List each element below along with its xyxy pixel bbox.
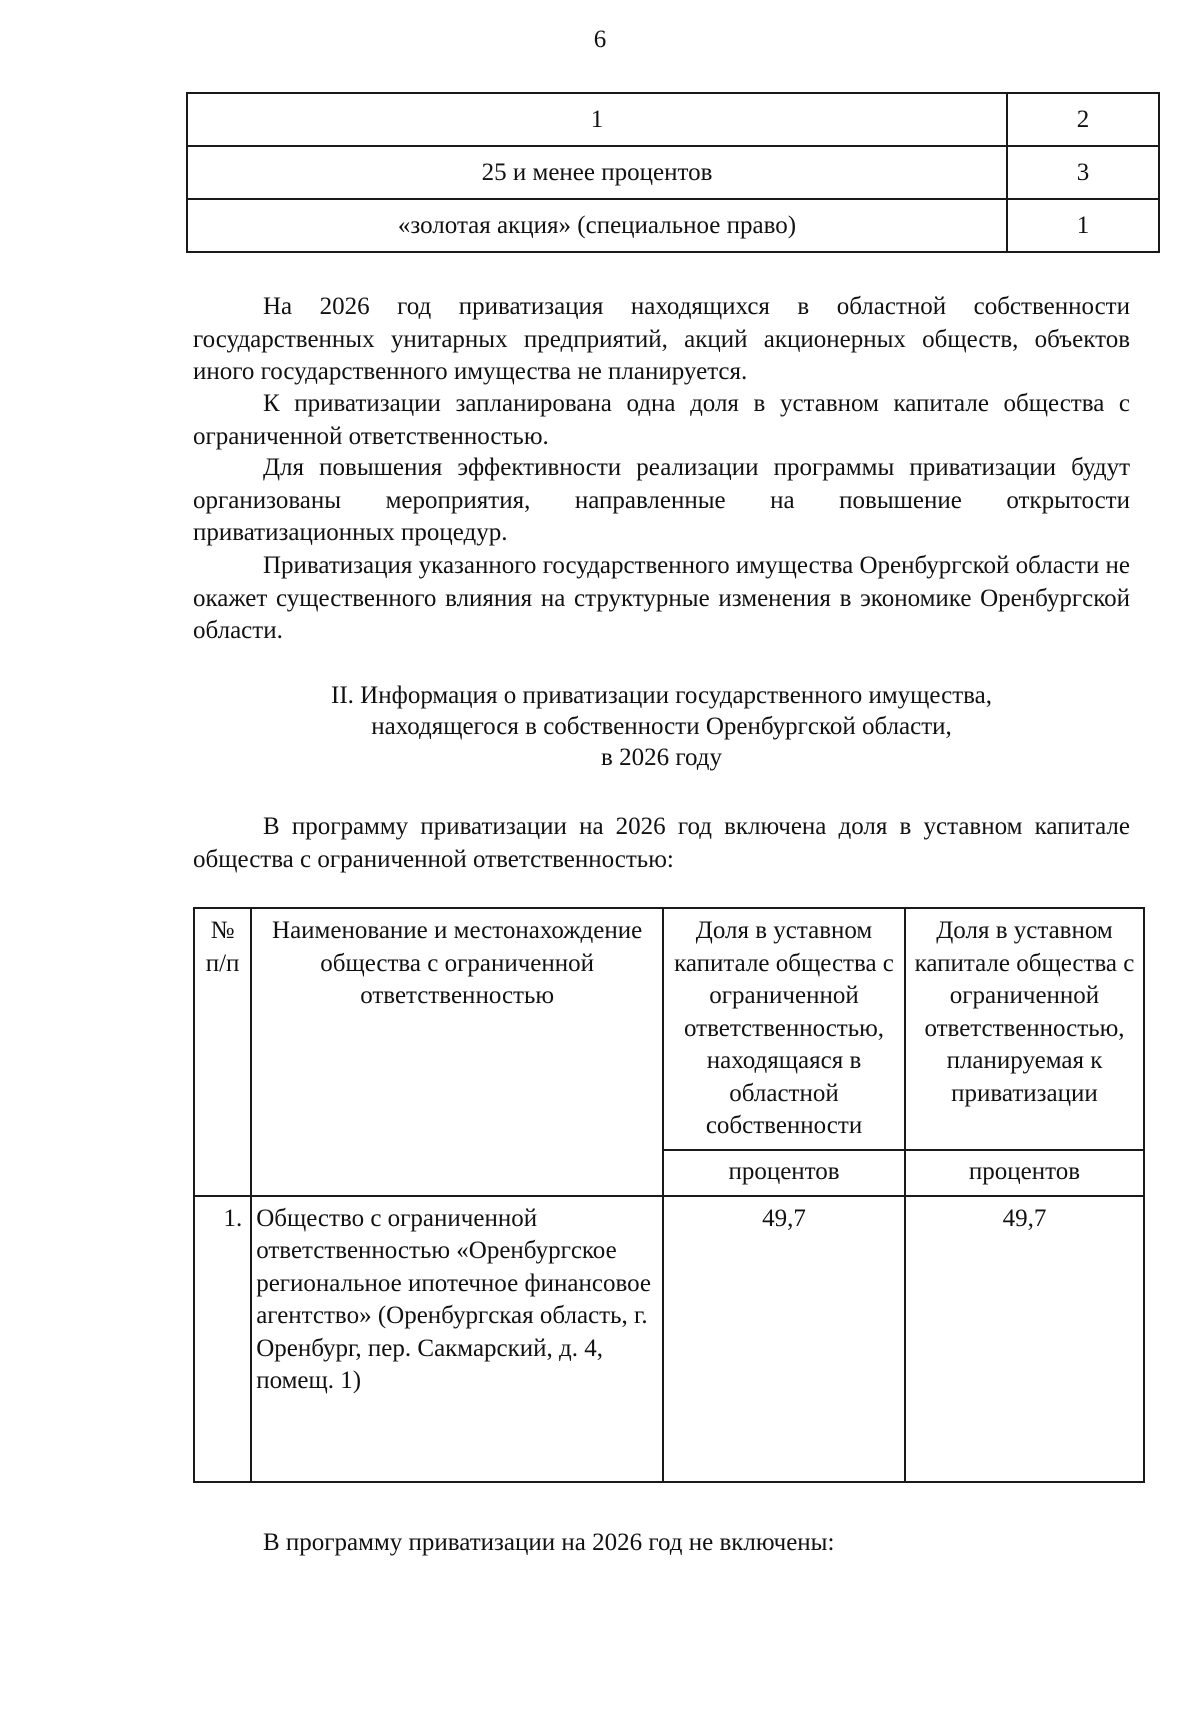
privatization-table (193, 907, 1145, 1483)
row-name: Общество с ограниченной ответственностью «Оренбургское региональное ипотечное финансовое агентство» (Оренбургская область, г. Оренбург, пер. Сакмарский, д. 4, помещ. 1) (251, 1196, 663, 1482)
header-name: Наименование и местонахождение общества с ограниченной ответственностью (251, 908, 663, 1196)
paragraph: К приватизации запланирована одна доля в уставном капитале общества с ограниченной ответственностью. (193, 390, 1130, 450)
section-heading-line: находящегося в собственности Оренбургской области, (371, 713, 952, 740)
header-plan: Доля в уставном капитале общества с ограниченной ответственностью, планируемая к приватизации (905, 908, 1144, 1150)
table-row (187, 146, 1159, 199)
section-heading (193, 680, 1130, 773)
header-number: № п/п (194, 908, 251, 1196)
section-heading-line: II. Информация о приватизации государственного имущества, (331, 682, 992, 709)
unit-plan: процентов (905, 1150, 1144, 1196)
table-cell: «золотая акция» (специальное право) (187, 199, 1007, 252)
quota-table (186, 92, 1160, 253)
page-number: 6 (593, 26, 607, 53)
table-header-row (194, 908, 1144, 1150)
intro-paragraph: В программу приватизации на 2026 год включена доля в уставном капитале общества с ограниченной ответственностью: (193, 813, 1130, 873)
table-cell: 25 и менее процентов (187, 146, 1007, 199)
row-number: 1. (194, 1196, 251, 1482)
paragraph: Приватизация указанного государственного имущества Оренбургской области не окажет существенного влияния на структурные изменения в экономике Оренбургской области. (193, 552, 1130, 644)
table-header-cell: 2 (1007, 93, 1159, 146)
table-header-cell: 1 (187, 93, 1007, 146)
table-row (194, 1196, 1144, 1482)
table-row (187, 199, 1159, 252)
table-cell: 1 (1007, 199, 1159, 252)
header-share: Доля в уставном капитале общества с ограниченной ответственностью, находящаяся в областной собственности (663, 908, 905, 1150)
section-heading-line: в 2026 году (601, 744, 722, 771)
table-header-row (187, 93, 1159, 146)
closing-paragraph: В программу приватизации на 2026 год не включены: (263, 1529, 835, 1556)
row-plan: 49,7 (905, 1196, 1144, 1482)
paragraph: Для повышения эффективности реализации программы приватизации будут организованы мероприятия, направленные на повышение открытости приватизационных процедур. (193, 454, 1130, 546)
paragraph: На 2026 год приватизация находящихся в областной собственности государственных унитарных предприятий, акций акционерных обществ, объектов иного государственного имущества не планируется. (193, 293, 1130, 385)
row-share: 49,7 (663, 1196, 905, 1482)
unit-share: процентов (663, 1150, 905, 1196)
table-cell: 3 (1007, 146, 1159, 199)
